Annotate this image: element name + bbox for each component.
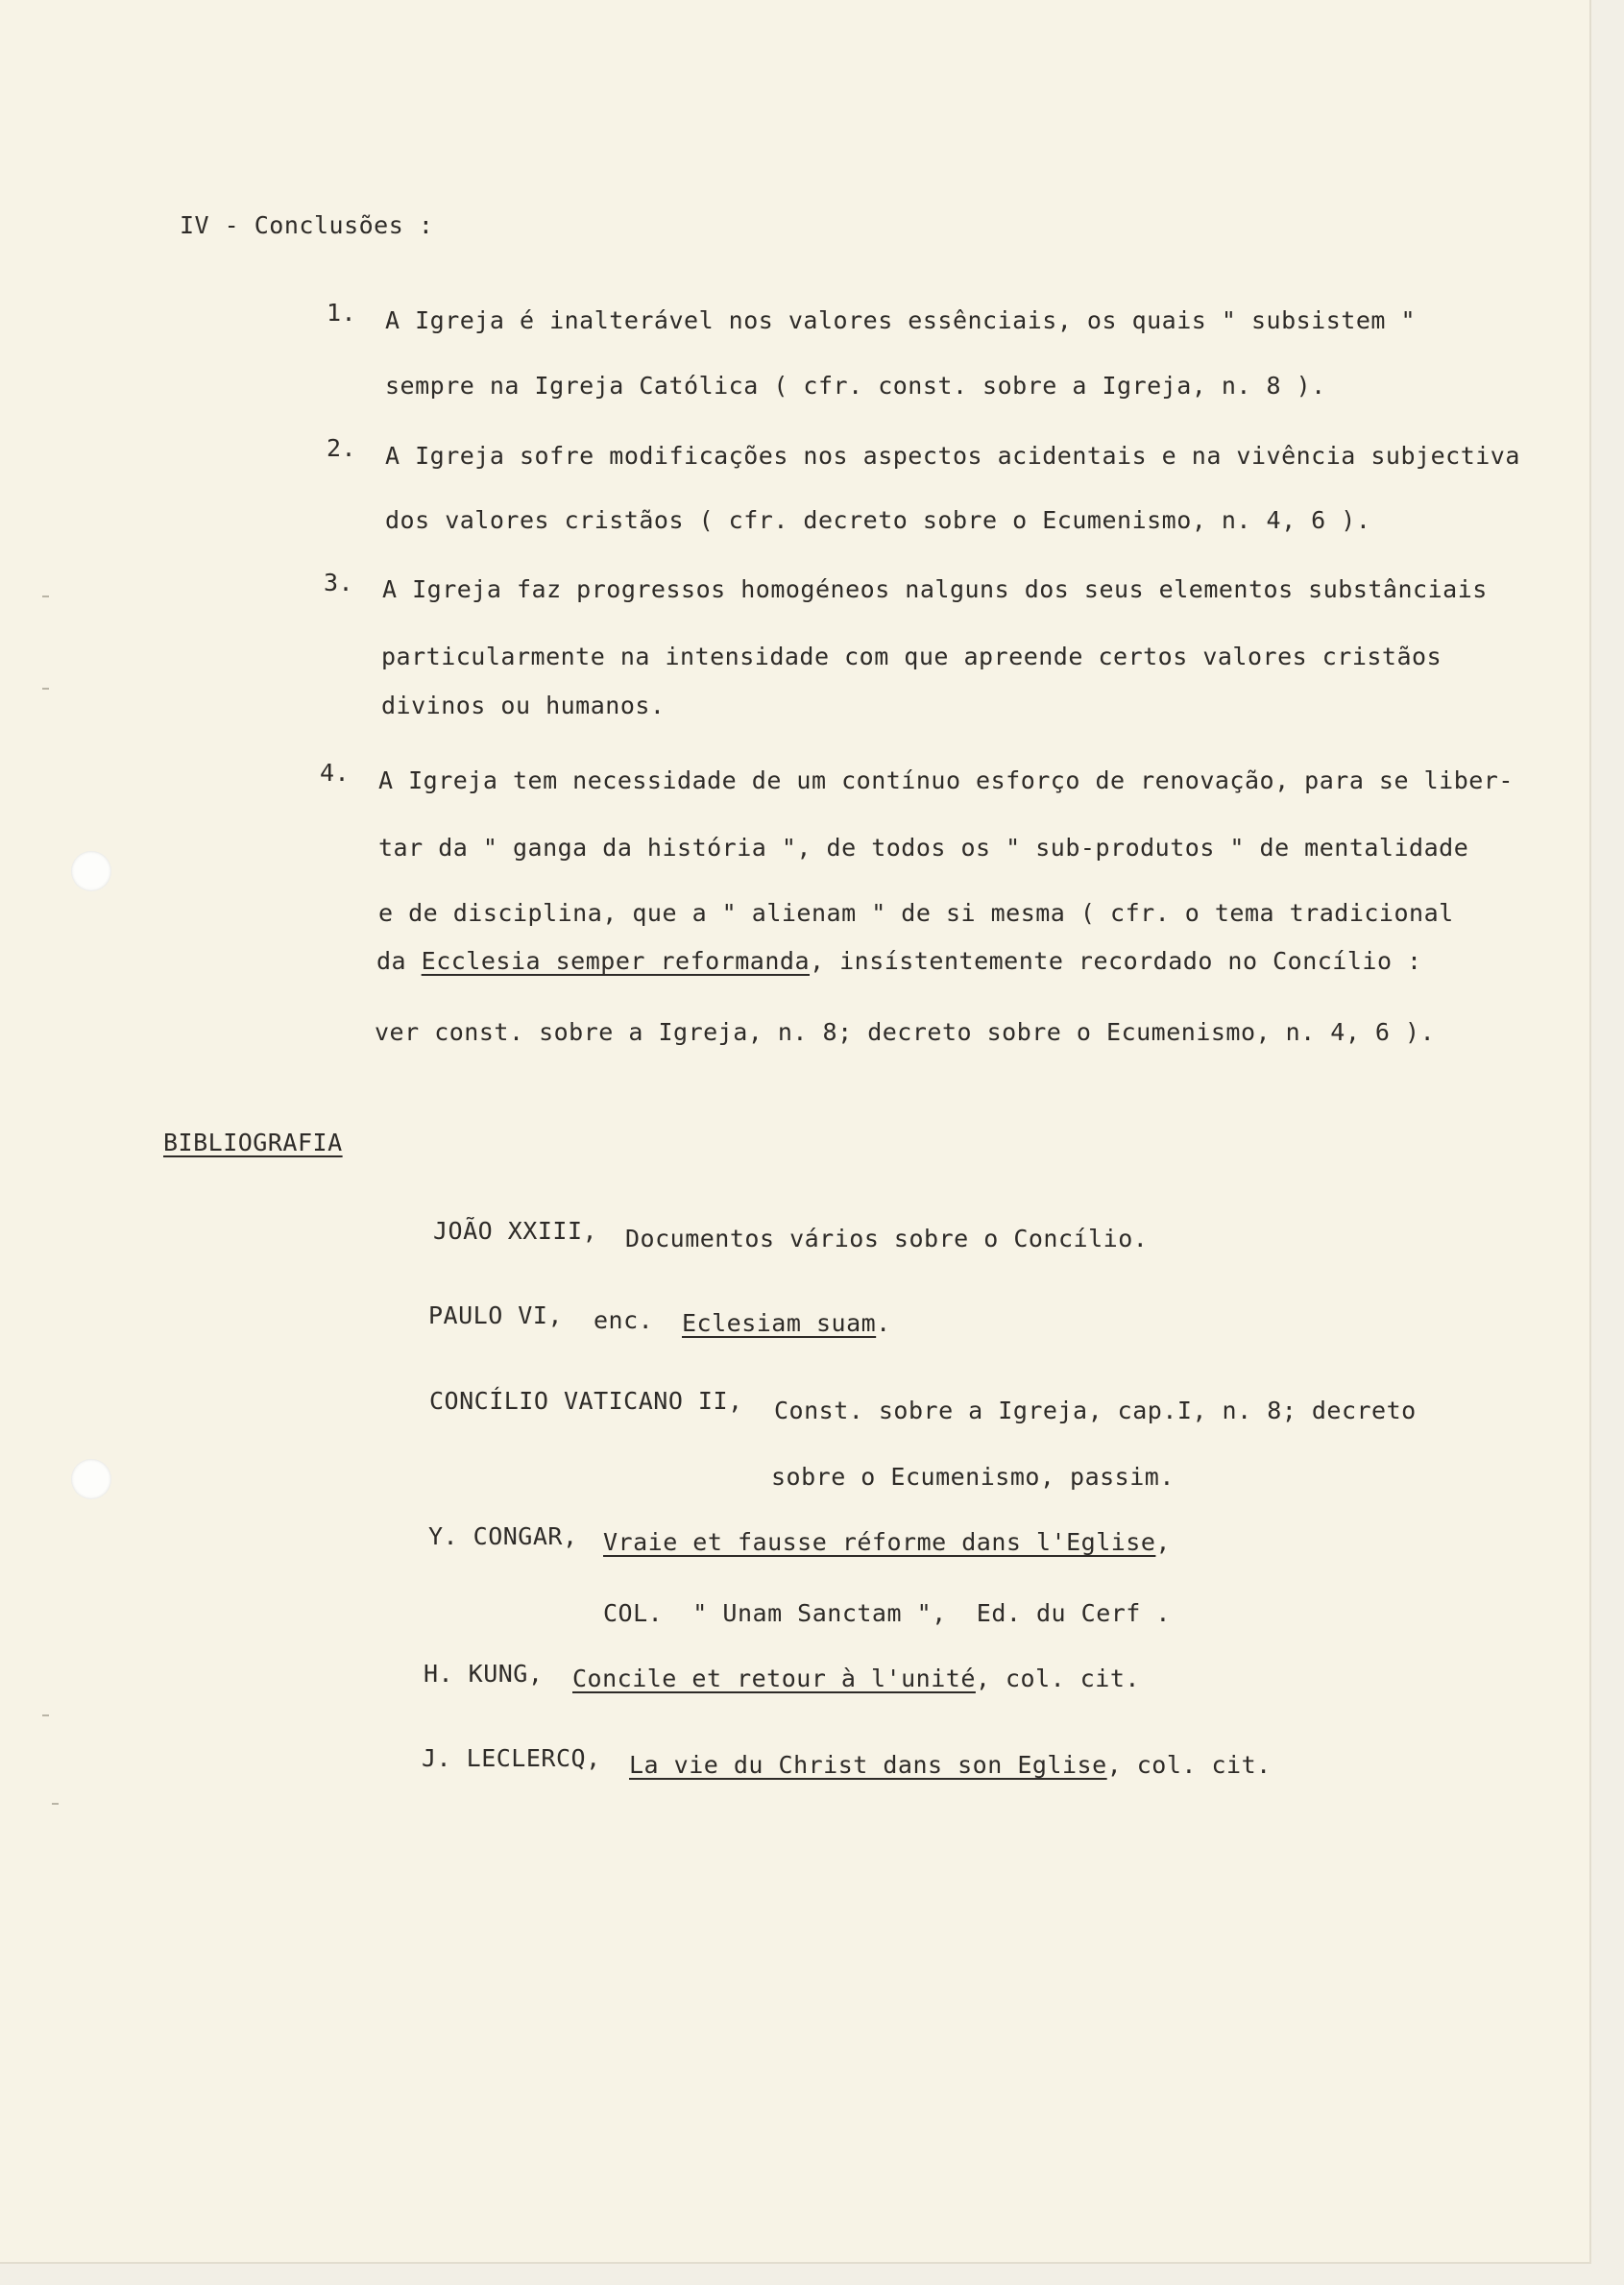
bib-author: JOÃO XXIII, [433, 1217, 598, 1245]
bib-text: sobre o Ecumenismo, passim. [771, 1463, 1175, 1491]
bib-punct: , col. cit. [1106, 1751, 1272, 1779]
conclusion-number: 4. [320, 759, 351, 787]
bib-text: COL. " Unam Sanctam ", Ed. du Cerf . [603, 1599, 1171, 1627]
bib-punct: , [1155, 1528, 1171, 1556]
bib-title [572, 1664, 1140, 1694]
conclusion-text: A Igreja é inalterável nos valores essênciais, os quais " subsistem " [385, 306, 1417, 334]
bib-text: Documentos vários sobre o Concílio. [625, 1225, 1149, 1252]
bib-author: PAULO VI, [428, 1301, 563, 1329]
bib-title-underlined: Vraie et fausse réforme dans l'Eglise [603, 1528, 1156, 1556]
conclusion-text: dos valores cristãos ( cfr. decreto sobre o Ecumenismo, n. 4, 6 ). [385, 506, 1371, 534]
conclusion-number: 2. [327, 434, 357, 462]
margin-tick [52, 1803, 59, 1805]
punch-hole [71, 1459, 111, 1499]
conclusion-text: sempre na Igreja Católica ( cfr. const. sobre a Igreja, n. 8 ). [385, 372, 1326, 400]
bib-author: H. KUNG, [424, 1660, 544, 1688]
bib-title-underlined: La vie du Christ dans son Eglise [629, 1751, 1107, 1779]
bib-title [682, 1308, 891, 1339]
margin-tick [42, 688, 49, 690]
bib-title-underlined: Concile et retour à l'unité [572, 1665, 976, 1692]
conclusion-number: 1. [327, 299, 357, 327]
conclusion-text: particularmente na intensidade com que apreende certos valores cristãos [381, 643, 1442, 670]
conclusion-number: 3. [324, 569, 354, 596]
bib-text: Const. sobre a Igreja, cap.I, n. 8; decreto [774, 1397, 1417, 1424]
conclusion-text: divinos ou humanos. [381, 692, 666, 719]
bib-title-underlined: Eclesiam suam [682, 1309, 877, 1337]
bibliography-title: BIBLIOGRAFIA [163, 1129, 343, 1156]
bib-author: Y. CONGAR, [428, 1522, 578, 1550]
conclusion-text: e de disciplina, que a " alienam " de si mesma ( cfr. o tema tradicional [378, 899, 1454, 927]
bib-punct: . [876, 1309, 891, 1337]
conclusion-text-suffix: , insístentemente recordado no Concílio : [810, 947, 1422, 975]
margin-tick [42, 1714, 49, 1716]
conclusion-text: A Igreja sofre modificações nos aspectos acidentais e na vivência subjectiva [385, 442, 1520, 470]
conclusion-text: ver const. sobre a Igreja, n. 8; decreto sobre o Ecumenismo, n. 4, 6 ). [375, 1018, 1436, 1046]
conclusion-text: tar da " ganga da história ", de todos os " sub-produtos " de mentalidade [378, 834, 1469, 862]
section-heading: IV - Conclusões : [180, 211, 434, 239]
conclusion-text-prefix: da [376, 947, 422, 975]
conclusion-text: A Igreja faz progressos homogéneos nalguns dos seus elementos substânciais [382, 575, 1488, 603]
bib-author: CONCÍLIO VATICANO II, [429, 1387, 743, 1415]
bib-author: J. LECLERCQ, [422, 1744, 601, 1772]
bib-punct: , col. cit. [975, 1665, 1140, 1692]
punch-hole [71, 851, 111, 891]
conclusion-text [376, 946, 1422, 977]
bib-title [629, 1750, 1272, 1781]
bib-title [603, 1527, 1171, 1558]
margin-tick [42, 596, 49, 597]
underlined-phrase: Ecclesia semper reformanda [421, 947, 810, 975]
bib-text: enc. [594, 1306, 654, 1334]
conclusion-text: A Igreja tem necessidade de um contínuo esforço de renovação, para se liber- [378, 766, 1514, 794]
